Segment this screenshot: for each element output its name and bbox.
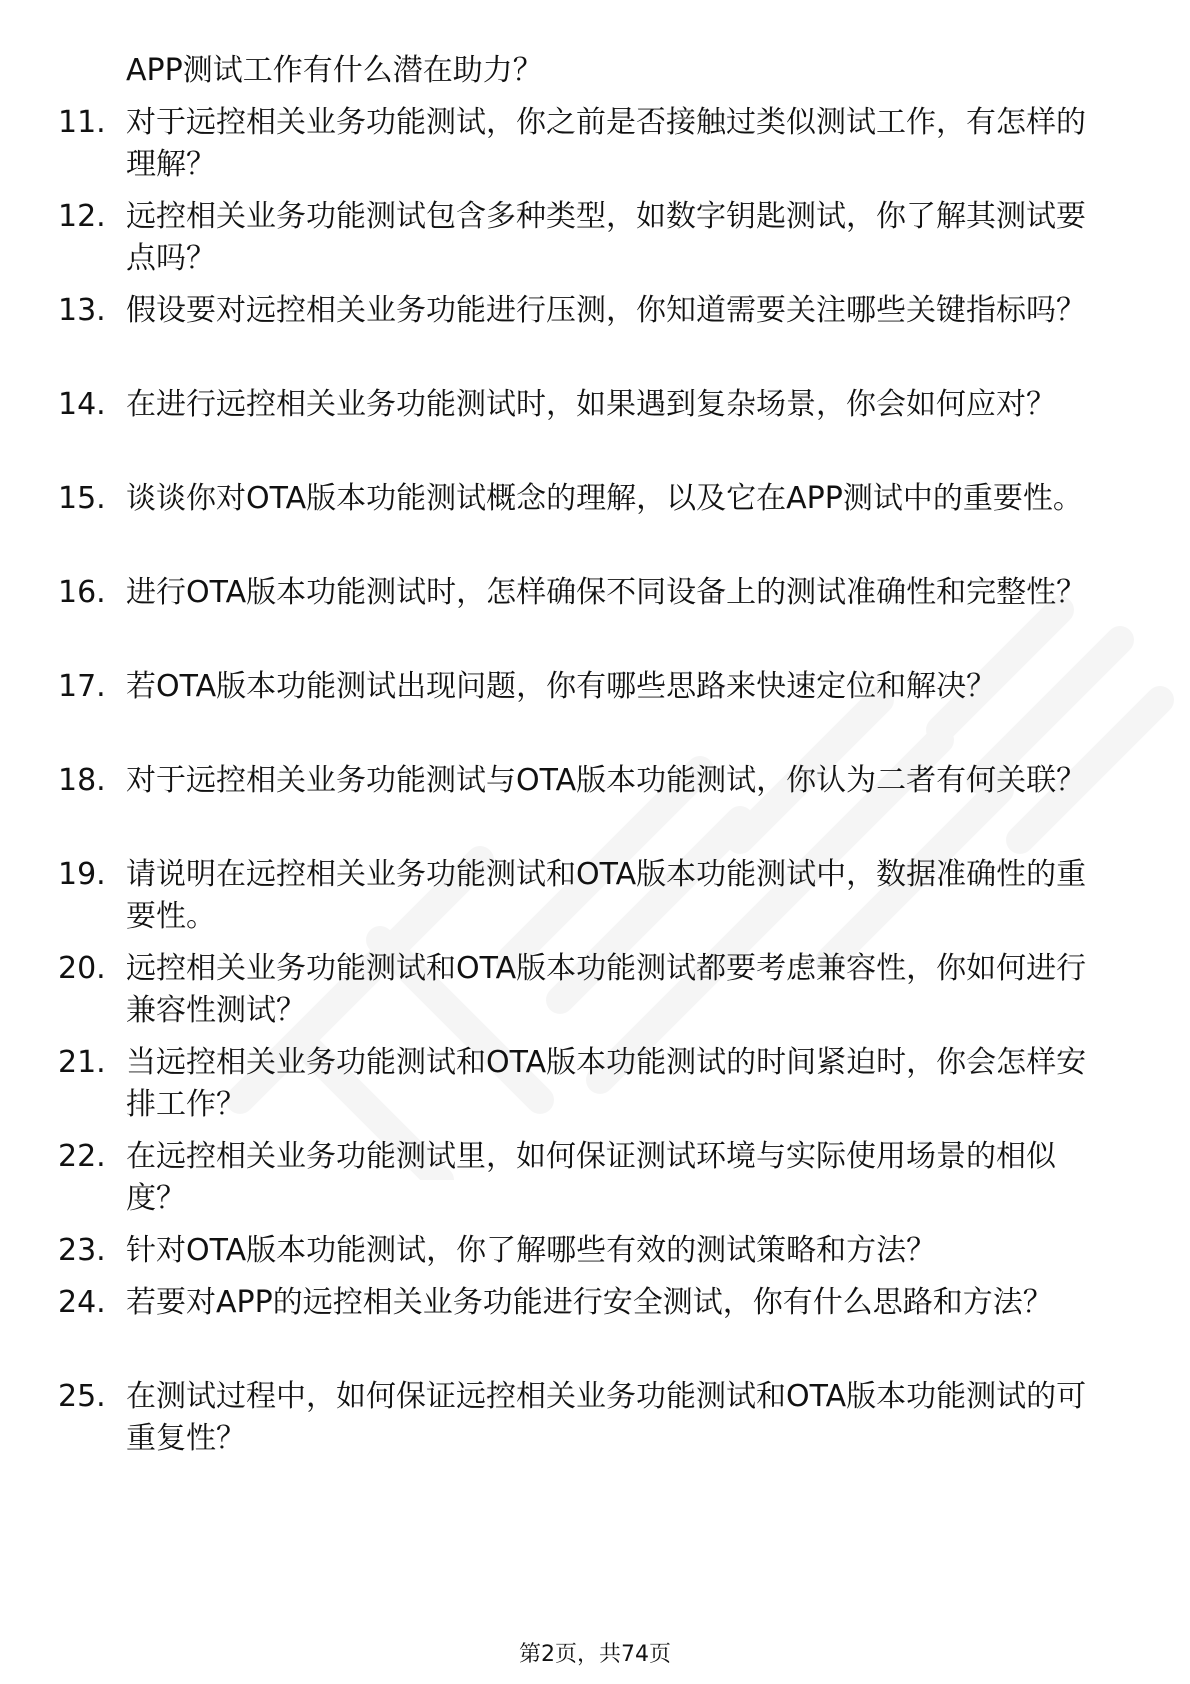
question-number: 20. xyxy=(58,951,106,986)
question-number: 12. xyxy=(58,199,106,234)
question-item xyxy=(0,196,1190,280)
question-number: 18. xyxy=(58,763,106,798)
question-item xyxy=(0,666,1190,750)
question-item xyxy=(0,1230,1190,1272)
question-text: 假设要对远控相关业务功能进行压测，你知道需要关注哪些关键指标吗？ xyxy=(126,293,1086,328)
question-text: 在测试过程中，如何保证远控相关业务功能测试和OTA版本功能测试的可重复性？ xyxy=(126,1379,1087,1456)
question-item xyxy=(0,1136,1190,1220)
question-item xyxy=(0,854,1190,938)
question-number: 22. xyxy=(58,1139,106,1174)
question-text: 若OTA版本功能测试出现问题，你有哪些思路来快速定位和解决？ xyxy=(126,669,997,704)
question-item xyxy=(0,760,1190,844)
question-text: 在进行远控相关业务功能测试时，如果遇到复杂场景，你会如何应对？ xyxy=(126,387,1056,422)
question-text: 远控相关业务功能测试包含多种类型，如数字钥匙测试，你了解其测试要点吗？ xyxy=(126,199,1086,276)
question-number: 15. xyxy=(58,481,106,516)
question-item xyxy=(0,290,1190,374)
question-text: 对于远控相关业务功能测试，你之前是否接触过类似测试工作，有怎样的理解？ xyxy=(126,105,1086,182)
question-item xyxy=(0,478,1190,562)
question-item xyxy=(0,948,1190,1032)
question-number: 19. xyxy=(58,857,106,892)
question-number: 21. xyxy=(58,1045,106,1080)
question-text: 针对OTA版本功能测试，你了解哪些有效的测试策略和方法？ xyxy=(126,1233,937,1268)
question-item xyxy=(0,102,1190,186)
question-number: 16. xyxy=(58,575,106,610)
continued-question-text: APP测试工作有什么潜在助力？ xyxy=(126,53,543,88)
question-text: 谈谈你对OTA版本功能测试概念的理解，以及它在APP测试中的重要性。 xyxy=(126,481,1083,516)
question-item xyxy=(0,384,1190,468)
question-item xyxy=(0,1376,1190,1460)
question-text: 请说明在远控相关业务功能测试和OTA版本功能测试中，数据准确性的重要性。 xyxy=(126,857,1087,934)
question-item xyxy=(0,572,1190,656)
question-number: 11. xyxy=(58,105,106,140)
question-list xyxy=(0,102,1190,1460)
question-item xyxy=(0,1282,1190,1366)
question-item xyxy=(0,1042,1190,1126)
page-footer: 第2页，共74页 xyxy=(519,1642,671,1667)
question-number: 24. xyxy=(58,1285,106,1320)
document-content xyxy=(0,50,1190,1460)
question-number: 14. xyxy=(58,387,106,422)
question-text: 远控相关业务功能测试和OTA版本功能测试都要考虑兼容性，你如何进行兼容性测试？ xyxy=(126,951,1087,1028)
question-text: 进行OTA版本功能测试时，怎样确保不同设备上的测试准确性和完整性？ xyxy=(126,575,1087,610)
question-text: 当远控相关业务功能测试和OTA版本功能测试的时间紧迫时，你会怎样安排工作？ xyxy=(126,1045,1087,1122)
question-number: 13. xyxy=(58,293,106,328)
question-text: 在远控相关业务功能测试里，如何保证测试环境与实际使用场景的相似度？ xyxy=(126,1139,1056,1216)
question-number: 25. xyxy=(58,1379,106,1414)
question-number: 17. xyxy=(58,669,106,704)
question-text: 若要对APP的远控相关业务功能进行安全测试，你有什么思路和方法？ xyxy=(126,1285,1053,1320)
question-text: 对于远控相关业务功能测试与OTA版本功能测试，你认为二者有何关联？ xyxy=(126,763,1087,798)
question-number: 23. xyxy=(58,1233,106,1268)
